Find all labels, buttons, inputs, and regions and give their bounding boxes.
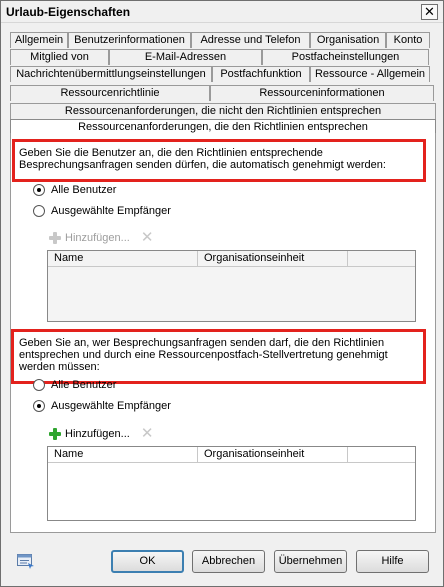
section1-radio-all[interactable]	[33, 183, 116, 197]
close-button[interactable]: ✕	[421, 4, 438, 20]
column-header-organisationseinheit[interactable]: Organisationseinheit	[198, 251, 348, 267]
tab-postfachfunktion[interactable]: Postfachfunktion	[212, 66, 310, 82]
tab-content-panel	[10, 133, 436, 533]
tab-email-adressen[interactable]: E-Mail-Adressen	[109, 49, 262, 65]
section2-text-line1: Geben Sie an, wer Besprechungsanfragen senden darf, die den Richtlinien	[19, 337, 385, 349]
delete-icon[interactable]: ✕	[140, 229, 154, 246]
section2-radio-all[interactable]	[33, 378, 116, 392]
tab-allgemein[interactable]: Allgemein	[10, 32, 68, 48]
section1-recipient-list[interactable]	[47, 250, 416, 322]
section2-description	[19, 337, 419, 373]
column-header-name[interactable]: Name	[48, 251, 198, 267]
window-title: Urlaub-Eigenschaften	[6, 5, 131, 19]
add-icon	[48, 231, 62, 245]
properties-page-icon[interactable]	[17, 554, 35, 569]
section1-text-line2: Besprechungsanfragen senden dürfen, die automatisch genehmigt werden:	[19, 159, 386, 171]
section1-radio-selected-label: Ausgewählte Empfänger	[51, 205, 171, 217]
section2-radio-all-label: Alle Benutzer	[51, 379, 117, 391]
column-header-organisationseinheit[interactable]: Organisationseinheit	[198, 447, 348, 463]
radio-button[interactable]	[33, 205, 45, 217]
section1-toolbar	[48, 230, 153, 246]
tab-adresse-telefon[interactable]: Adresse und Telefon	[191, 32, 310, 48]
section2-text-line3: werden müssen:	[19, 361, 100, 373]
section2-list-header	[48, 447, 415, 463]
tab-konto[interactable]: Konto	[386, 32, 430, 48]
section2-text-line2: entsprechen und durch eine Ressourcenpostfach-Stellvertretung genehmigt	[19, 349, 388, 361]
tab-ressourcenanforderungen-richtlinien[interactable]: Ressourcenanforderungen, die den Richtlinien entsprechen	[10, 119, 436, 138]
tab-postfacheinstellungen[interactable]: Postfacheinstellungen	[262, 49, 429, 65]
help-button[interactable]: Hilfe	[356, 550, 429, 573]
column-header-name[interactable]: Name	[48, 447, 198, 463]
tab-ressourcenrichtlinie[interactable]: Ressourcenrichtlinie	[10, 85, 210, 101]
title-bar	[1, 1, 443, 23]
section1-text-line1: Geben Sie die Benutzer an, die den Richtlinien entsprechende	[19, 147, 323, 159]
section2-radio-selected[interactable]	[33, 399, 171, 413]
section1-radio-selected[interactable]	[33, 204, 171, 218]
tab-nachrichtenuebermittlung[interactable]: Nachrichtenübermittlungseinstellungen	[10, 66, 212, 82]
section1-list-header	[48, 251, 415, 267]
tab-organisation[interactable]: Organisation	[310, 32, 386, 48]
section2-toolbar	[48, 426, 153, 442]
radio-button[interactable]	[33, 379, 45, 391]
tab-benutzerinformationen[interactable]: Benutzerinformationen	[68, 32, 191, 48]
add-icon	[48, 427, 62, 441]
tab-mitglied-von[interactable]: Mitglied von	[10, 49, 109, 65]
section1-radio-all-label: Alle Benutzer	[51, 184, 117, 196]
tab-ressource-allgemein[interactable]: Ressource - Allgemein	[310, 66, 430, 82]
ok-button[interactable]: OK	[111, 550, 184, 573]
section1-description	[19, 147, 419, 171]
section2-recipient-list[interactable]	[47, 446, 416, 521]
tab-ressourcenanforderungen-nicht[interactable]: Ressourcenanforderungen, die nicht den Richtlinien entsprechen	[10, 103, 436, 119]
tab-ressourceninformationen[interactable]: Ressourceninformationen	[210, 85, 434, 101]
section2-add-button[interactable]: Hinzufügen...	[65, 428, 130, 440]
cancel-button[interactable]: Abbrechen	[192, 550, 265, 573]
delete-icon[interactable]: ✕	[140, 425, 154, 442]
radio-button-checked[interactable]	[33, 400, 45, 412]
section2-radio-selected-label: Ausgewählte Empfänger	[51, 400, 171, 412]
radio-button-checked[interactable]	[33, 184, 45, 196]
apply-button[interactable]: Übernehmen	[274, 550, 347, 573]
section1-add-button[interactable]: Hinzufügen...	[65, 232, 130, 244]
